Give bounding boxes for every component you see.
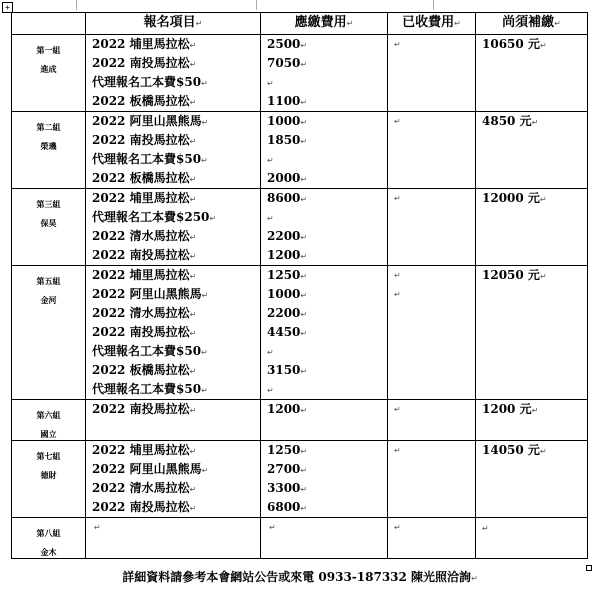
item-line: 2022 阿里山黑熊馬↵	[92, 114, 209, 128]
table-row	[12, 35, 588, 112]
table-row	[12, 189, 588, 266]
item-line: 代理報名工本費$50↵	[92, 152, 208, 166]
fee-line: 3150↵	[267, 363, 308, 377]
ruler-mark	[256, 0, 257, 10]
group-member: 榮璣	[40, 141, 57, 151]
fee-line: 8600↵	[267, 191, 308, 205]
group-member: 金木	[40, 547, 57, 557]
item-line: 代理報名工本費$50↵	[92, 75, 208, 89]
fees-cell	[261, 35, 388, 112]
paragraph-mark: ↵	[269, 523, 276, 532]
table-row	[12, 441, 588, 518]
fee-line: 2700↵	[267, 462, 308, 476]
fee-line: 1200↵	[267, 248, 308, 262]
group-cell	[12, 518, 86, 559]
items-cell	[86, 441, 261, 518]
due-cell: 12000 元↵	[476, 189, 588, 266]
table-row	[12, 112, 588, 189]
group-name: 第一組	[36, 45, 61, 55]
paragraph-mark: ↵	[394, 40, 401, 49]
paragraph-mark: ↵	[394, 446, 401, 455]
item-line: 2022 板橋馬拉松↵	[92, 171, 197, 185]
group-cell	[12, 400, 86, 441]
fees-cell	[261, 112, 388, 189]
group-member: 進成	[40, 64, 57, 74]
table-row	[12, 400, 588, 441]
group-name: 第七組	[36, 451, 61, 461]
paragraph-mark: ↵	[394, 523, 401, 532]
due-cell: 1200 元↵	[476, 400, 588, 441]
due-cell: 14050 元↵	[476, 441, 588, 518]
group-member: 保昊	[40, 218, 57, 228]
item-line: 2022 埔里馬拉松↵	[92, 37, 197, 51]
group-name: 第八組	[36, 528, 61, 538]
fee-line: 1850↵	[267, 133, 308, 147]
fee-line: ↵	[267, 79, 274, 88]
item-line: 代理報名工本費$50↵	[92, 344, 208, 358]
paid-cell	[388, 400, 476, 441]
due-amount: 12050 元	[482, 268, 540, 282]
due-amount: 12000 元	[482, 191, 540, 205]
header-fee: 應繳費用↵	[261, 13, 388, 35]
due-amount: 1200 元	[482, 402, 532, 416]
fee-line: 2000↵	[267, 171, 308, 185]
table-row	[12, 518, 588, 559]
items-cell	[86, 266, 261, 400]
fees-cell	[261, 518, 388, 559]
header-due: 尚須補繳↵	[476, 13, 588, 35]
paragraph-mark: ↵	[394, 271, 401, 280]
fee-line: ↵	[267, 214, 274, 223]
item-line: 2022 清水馬拉松↵	[92, 306, 197, 320]
paid-cell	[388, 189, 476, 266]
item-line: 2022 埔里馬拉松↵	[92, 443, 197, 457]
item-line: 2022 南投馬拉松↵	[92, 325, 197, 339]
fee-line: 3300↵	[267, 481, 308, 495]
group-member: 國立	[40, 429, 57, 439]
due-cell: 10650 元↵	[476, 35, 588, 112]
header-items: 報名項目↵	[86, 13, 261, 35]
item-line: 2022 清水馬拉松↵	[92, 481, 197, 495]
group-cell	[12, 35, 86, 112]
group-member: 金河	[40, 295, 57, 305]
item-line: 代理報名工本費$250↵	[92, 210, 217, 224]
item-line: 2022 南投馬拉松↵	[92, 56, 197, 70]
items-cell	[86, 189, 261, 266]
items-cell	[86, 112, 261, 189]
item-line: 2022 南投馬拉松↵	[92, 500, 197, 514]
table-header-row	[12, 13, 588, 35]
header-group	[12, 13, 86, 35]
paid-cell	[388, 441, 476, 518]
due-cell: 12050 元↵	[476, 266, 588, 400]
due-amount: 4850 元	[482, 114, 532, 128]
fee-line: 1000↵	[267, 287, 308, 301]
paragraph-mark: ↵	[94, 523, 101, 532]
item-line: 2022 埔里馬拉松↵	[92, 268, 197, 282]
fee-line: 1000↵	[267, 114, 308, 128]
fees-cell	[261, 266, 388, 400]
fees-cell	[261, 400, 388, 441]
item-line: 2022 南投馬拉松↵	[92, 133, 197, 147]
item-line: 2022 清水馬拉松↵	[92, 229, 197, 243]
group-name: 第六組	[36, 410, 61, 420]
header-paid: 已收費用↵	[388, 13, 476, 35]
group-cell	[12, 112, 86, 189]
paid-cell	[388, 112, 476, 189]
due-amount: 10650 元	[482, 37, 540, 51]
fee-line: 2200↵	[267, 229, 308, 243]
group-member: 德財	[40, 470, 57, 480]
group-name: 第五組	[36, 276, 61, 286]
group-name: 第二組	[36, 122, 61, 132]
table-resize-handle[interactable]	[586, 565, 592, 571]
fee-line: 1200↵	[267, 402, 308, 416]
fee-line: 7050↵	[267, 56, 308, 70]
paragraph-mark: ↵	[394, 290, 401, 299]
fee-line: 1250↵	[267, 443, 308, 457]
paragraph-mark: ↵	[394, 405, 401, 414]
item-line: 2022 板橋馬拉松↵	[92, 94, 197, 108]
group-name: 第三組	[36, 199, 61, 209]
items-cell	[86, 400, 261, 441]
paid-cell	[388, 35, 476, 112]
item-line: 代理報名工本費$50↵	[92, 382, 208, 396]
fee-line: ↵	[267, 348, 274, 357]
item-line: 2022 阿里山黑熊馬↵	[92, 287, 209, 301]
fee-line: 6800↵	[267, 500, 308, 514]
table-move-handle-icon[interactable]: +	[2, 2, 13, 13]
ruler-mark	[76, 0, 77, 10]
fee-line: 2500↵	[267, 37, 308, 51]
group-cell	[12, 266, 86, 400]
item-line: 2022 南投馬拉松↵	[92, 402, 197, 416]
paid-cell	[388, 518, 476, 559]
group-cell	[12, 441, 86, 518]
due-cell: ↵	[476, 518, 588, 559]
item-line: 2022 板橋馬拉松↵	[92, 363, 197, 377]
fees-cell	[261, 189, 388, 266]
fee-line: 1250↵	[267, 268, 308, 282]
fee-line: 1100↵	[267, 94, 308, 108]
items-cell	[86, 35, 261, 112]
item-line: 2022 埔里馬拉松↵	[92, 191, 197, 205]
item-line: 2022 南投馬拉松↵	[92, 248, 197, 262]
due-cell: 4850 元↵	[476, 112, 588, 189]
due-amount: 14050 元	[482, 443, 540, 457]
fee-line: 4450↵	[267, 325, 308, 339]
paid-cell	[388, 266, 476, 400]
item-line: 2022 阿里山黑熊馬↵	[92, 462, 209, 476]
table-row	[12, 266, 588, 400]
paragraph-mark: ↵	[394, 194, 401, 203]
fee-line: ↵	[267, 156, 274, 165]
fee-line: ↵	[267, 386, 274, 395]
paragraph-mark: ↵	[394, 117, 401, 126]
ruler-mark	[433, 0, 434, 10]
fee-line: 2200↵	[267, 306, 308, 320]
fees-cell	[261, 441, 388, 518]
group-cell	[12, 189, 86, 266]
items-cell	[86, 518, 261, 559]
fee-table	[11, 12, 588, 559]
footer-note: 詳細資料請參考本會網站公告或來電 0933-187332 陳光照洽詢↵	[122, 570, 478, 584]
